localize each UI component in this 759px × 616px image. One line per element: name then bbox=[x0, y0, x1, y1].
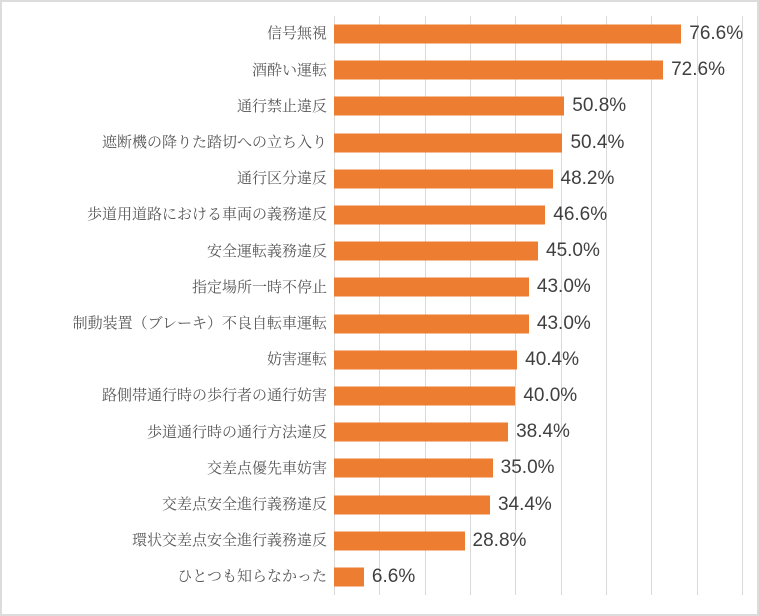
bar bbox=[334, 61, 663, 80]
chart-row bbox=[2, 16, 759, 52]
bar bbox=[334, 133, 562, 152]
bar-track bbox=[334, 161, 742, 197]
bar bbox=[334, 423, 508, 442]
category-label: 環状交差点安全進行義務違反 bbox=[131, 532, 327, 550]
bar-track bbox=[334, 88, 742, 124]
category-label: 歩道用道路における車両の義務違反 bbox=[86, 206, 327, 224]
bar bbox=[334, 25, 681, 44]
chart-row bbox=[2, 450, 759, 486]
bar-track bbox=[334, 523, 742, 559]
category-label: 妨害運転 bbox=[266, 351, 327, 369]
value-label: 43.0% bbox=[536, 276, 591, 298]
bar-track bbox=[334, 125, 742, 161]
value-label: 50.8% bbox=[572, 95, 627, 117]
bar bbox=[334, 495, 490, 514]
category-label: 安全運転義務違反 bbox=[206, 242, 327, 260]
chart-row bbox=[2, 306, 759, 342]
category-label: 交差点安全進行義務違反 bbox=[161, 495, 327, 513]
bar-track bbox=[334, 269, 742, 305]
bar-track bbox=[334, 52, 742, 88]
bar-track bbox=[334, 486, 742, 522]
category-label: 制動装置（ブレーキ）不良自転車運転 bbox=[72, 314, 327, 332]
value-label: 76.6% bbox=[689, 23, 744, 45]
category-label: 指定場所一時不停止 bbox=[191, 278, 327, 296]
chart-row bbox=[2, 197, 759, 233]
bar bbox=[334, 97, 564, 116]
bar-track bbox=[334, 306, 742, 342]
value-label: 34.4% bbox=[497, 493, 552, 515]
value-label: 38.4% bbox=[516, 421, 570, 443]
bar bbox=[334, 350, 517, 369]
value-label: 28.8% bbox=[472, 529, 527, 551]
category-label: 信号無視 bbox=[266, 25, 327, 43]
bar-track bbox=[334, 414, 742, 450]
bar bbox=[334, 531, 465, 550]
bar-track bbox=[334, 342, 742, 378]
value-label: 6.6% bbox=[371, 565, 416, 587]
category-label: 通行禁止違反 bbox=[236, 97, 327, 115]
value-label: 40.0% bbox=[523, 384, 578, 406]
bar-track bbox=[334, 378, 742, 414]
chart-row bbox=[2, 88, 759, 124]
bar-track bbox=[334, 450, 742, 486]
value-label: 50.4% bbox=[570, 131, 625, 153]
bar bbox=[334, 567, 364, 586]
chart-row bbox=[2, 269, 759, 305]
chart-row bbox=[2, 342, 759, 378]
chart-row bbox=[2, 378, 759, 414]
category-label: 遮断機の降りた踏切への立ち入り bbox=[101, 134, 327, 152]
chart-row bbox=[2, 414, 759, 450]
bar bbox=[334, 278, 529, 297]
chart-rows bbox=[2, 16, 759, 595]
bar bbox=[334, 206, 545, 225]
value-label: 46.6% bbox=[553, 204, 608, 226]
category-label: 交差点優先車妨害 bbox=[206, 459, 327, 477]
bar bbox=[334, 314, 529, 333]
chart-row bbox=[2, 486, 759, 522]
category-label: 酒酔い運転 bbox=[251, 61, 327, 79]
category-label: 通行区分違反 bbox=[236, 170, 327, 188]
chart-row bbox=[2, 523, 759, 559]
value-label: 43.0% bbox=[536, 312, 591, 334]
value-label: 48.2% bbox=[560, 167, 615, 189]
value-label: 35.0% bbox=[500, 457, 555, 479]
bar-track bbox=[334, 233, 742, 269]
chart-row bbox=[2, 161, 759, 197]
value-label: 45.0% bbox=[546, 240, 600, 262]
category-label: 歩道通行時の通行方法違反 bbox=[146, 423, 327, 441]
bar-track bbox=[334, 559, 742, 595]
category-label: 路側帯通行時の歩行者の通行妨害 bbox=[101, 387, 327, 405]
chart-row bbox=[2, 233, 759, 269]
value-label: 72.6% bbox=[671, 59, 725, 81]
bar bbox=[334, 459, 493, 478]
chart-row bbox=[2, 125, 759, 161]
category-label: ひとつも知らなかった bbox=[177, 568, 327, 586]
chart-row bbox=[2, 559, 759, 595]
bar bbox=[334, 386, 515, 405]
bar-track bbox=[334, 197, 742, 233]
value-label: 40.4% bbox=[525, 348, 580, 370]
bar-track bbox=[334, 16, 742, 52]
bar bbox=[334, 169, 553, 188]
bar bbox=[334, 242, 538, 261]
chart-row bbox=[2, 52, 759, 88]
